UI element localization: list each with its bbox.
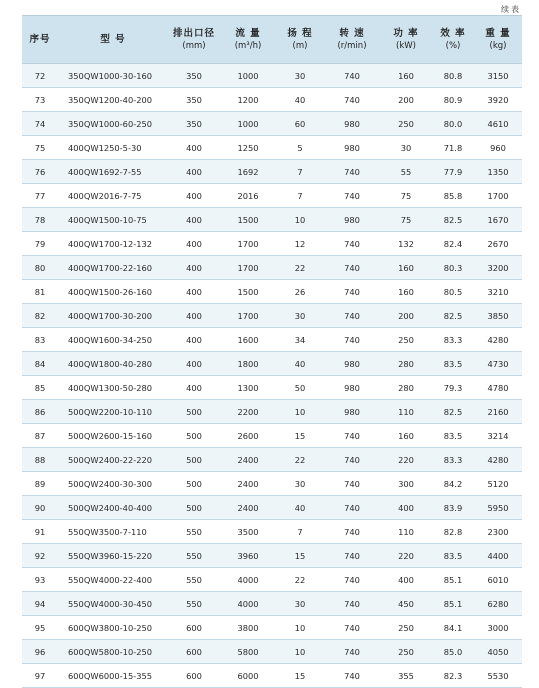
cell-power: 30 [400,142,412,153]
cell-flow: 5800 [237,646,259,657]
cell-index: 94 [34,598,46,609]
cell-power: 250 [398,334,414,345]
table-row [22,472,522,496]
cell-head: 40 [294,358,306,369]
cell-speed: 740 [344,94,360,105]
cell-weight: 4730 [487,358,509,369]
cell-head: 22 [294,262,306,273]
cell-model: 500QW2400-30-300 [68,478,153,489]
cell-model: 550QW3500-7-110 [68,526,147,537]
cell-outlet-diameter: 550 [186,598,202,609]
cell-head: 10 [294,622,306,633]
cell-power: 400 [398,502,414,513]
cell-efficiency: 84.1 [443,622,463,633]
table-row [22,520,522,544]
cell-outlet-diameter: 400 [186,334,202,345]
cell-flow: 1700 [237,238,259,249]
table-row [22,664,522,688]
cell-outlet-diameter: 400 [186,166,202,177]
table-row [22,592,522,616]
cell-outlet-diameter: 400 [186,238,202,249]
cell-power: 75 [400,190,412,201]
cell-head: 40 [294,502,306,513]
cell-power: 160 [398,286,414,297]
table-row [22,400,522,424]
cell-speed: 740 [344,238,360,249]
cell-head: 30 [294,478,306,489]
cell-index: 90 [34,502,46,513]
cell-flow: 1800 [237,358,259,369]
cell-head: 10 [294,406,306,417]
cell-weight: 3920 [487,94,509,105]
cell-flow: 3800 [237,622,259,633]
cell-head: 10 [294,646,306,657]
cell-head: 30 [294,70,306,81]
cell-speed: 740 [344,334,360,345]
header-index: 序号 [29,34,51,45]
cell-head: 30 [294,598,306,609]
cell-outlet-diameter: 550 [186,526,202,537]
cell-model: 400QW1700-30-200 [68,310,153,321]
cell-index: 76 [34,166,46,177]
cell-efficiency: 80.5 [443,286,463,297]
cell-power: 355 [398,670,414,681]
cell-speed: 740 [344,190,360,201]
cell-index: 93 [34,574,46,585]
cell-efficiency: 77.9 [443,166,463,177]
cell-model: 400QW1700-22-160 [68,262,153,273]
cell-outlet-diameter: 400 [186,214,202,225]
cell-model: 600QW6000-15-355 [68,670,153,681]
table-row [22,544,522,568]
cell-index: 83 [34,334,46,345]
cell-weight: 2160 [487,406,509,417]
cell-power: 300 [398,478,414,489]
cell-index: 86 [34,406,46,417]
cell-index: 73 [34,94,46,105]
cell-model: 400QW1700-12-132 [68,238,153,249]
cell-speed: 740 [344,550,360,561]
cell-model: 400QW2016-7-75 [68,190,142,201]
cell-index: 72 [34,70,46,81]
cell-power: 160 [398,430,414,441]
cell-speed: 980 [344,214,360,225]
cell-head: 15 [294,670,306,681]
table-row [22,232,522,256]
cell-speed: 740 [344,310,360,321]
cell-outlet-diameter: 550 [186,550,202,561]
cell-head: 7 [297,190,303,201]
table-row [22,208,522,232]
cell-flow: 2400 [237,454,259,465]
cell-power: 250 [398,646,414,657]
cell-flow: 1600 [237,334,259,345]
header-flow: 流 量 (m³/h) [234,27,262,51]
cell-index: 80 [34,262,46,273]
cell-speed: 740 [344,670,360,681]
cell-head: 22 [294,574,306,585]
cell-head: 10 [294,214,306,225]
table-row [22,160,522,184]
cell-weight: 1700 [487,190,509,201]
cell-model: 400QW1500-10-75 [68,214,147,225]
cell-flow: 1000 [237,70,259,81]
cell-outlet-diameter: 500 [186,454,202,465]
cell-outlet-diameter: 500 [186,430,202,441]
cell-index: 96 [34,646,46,657]
cell-weight: 3850 [487,310,509,321]
cell-index: 88 [34,454,46,465]
cell-flow: 6000 [237,670,259,681]
cell-outlet-diameter: 400 [186,262,202,273]
cell-outlet-diameter: 350 [186,94,202,105]
cell-flow: 1700 [237,262,259,273]
cell-model: 400QW1250-5-30 [68,142,142,153]
cell-flow: 1500 [237,286,259,297]
cell-power: 400 [398,574,414,585]
cell-head: 40 [294,94,306,105]
header-head: 扬 程 (m) [287,27,313,51]
cell-weight: 5530 [487,670,509,681]
table-row [22,424,522,448]
cell-efficiency: 71.8 [443,142,463,153]
cell-weight: 3150 [487,70,509,81]
cell-efficiency: 82.5 [443,214,463,225]
cell-head: 7 [297,526,303,537]
cell-efficiency: 85.1 [443,574,463,585]
cell-outlet-diameter: 500 [186,502,202,513]
table-row [22,280,522,304]
cell-index: 87 [34,430,46,441]
cell-power: 110 [398,526,414,537]
cell-outlet-diameter: 400 [186,358,202,369]
cell-power: 280 [398,358,414,369]
cell-weight: 3214 [487,430,509,441]
cell-flow: 2200 [237,406,259,417]
table-row [22,136,522,160]
cell-index: 84 [34,358,46,369]
cell-head: 50 [294,382,306,393]
cell-weight: 4050 [487,646,509,657]
cell-power: 220 [398,550,414,561]
header-power: 功 率 (kW) [393,27,419,51]
cell-model: 550QW4000-30-450 [68,598,153,609]
cell-outlet-diameter: 500 [186,406,202,417]
cell-flow: 2600 [237,430,259,441]
cell-speed: 740 [344,598,360,609]
cell-model: 350QW1000-60-250 [68,118,153,129]
cell-outlet-diameter: 600 [186,670,202,681]
cell-power: 280 [398,382,414,393]
header-weight: 重 量 (kg) [485,27,511,51]
cell-speed: 980 [344,118,360,129]
cell-speed: 740 [344,646,360,657]
cell-efficiency: 83.5 [443,550,463,561]
cell-power: 250 [398,622,414,633]
cell-efficiency: 82.5 [443,310,463,321]
cell-speed: 980 [344,382,360,393]
cell-outlet-diameter: 400 [186,190,202,201]
cell-weight: 6010 [487,574,509,585]
cell-power: 220 [398,454,414,465]
cell-index: 95 [34,622,46,633]
cell-efficiency: 85.0 [443,646,463,657]
cell-flow: 1692 [237,166,259,177]
cell-model: 350QW1000-30-160 [68,70,153,81]
cell-speed: 740 [344,166,360,177]
cell-speed: 740 [344,262,360,273]
cell-weight: 2300 [487,526,509,537]
cell-index: 74 [34,118,46,129]
cell-power: 55 [400,166,412,177]
table-row [22,448,522,472]
cell-model: 400QW1800-40-280 [68,358,153,369]
cell-model: 500QW2200-10-110 [68,406,153,417]
cell-index: 81 [34,286,46,297]
cell-weight: 5120 [487,478,509,489]
cell-efficiency: 83.3 [443,334,463,345]
cell-head: 60 [294,118,306,129]
header-speed: 转 速 (r/min) [337,27,367,51]
table-row [22,376,522,400]
cell-outlet-diameter: 400 [186,310,202,321]
cell-efficiency: 80.9 [443,94,463,105]
cell-efficiency: 82.3 [443,670,463,681]
table-row [22,304,522,328]
cell-outlet-diameter: 350 [186,118,202,129]
cell-flow: 1500 [237,214,259,225]
cell-weight: 3210 [487,286,509,297]
cell-flow: 1200 [237,94,259,105]
table-row [22,112,522,136]
cell-speed: 740 [344,70,360,81]
cell-efficiency: 85.8 [443,190,463,201]
cell-efficiency: 79.3 [443,382,463,393]
cell-model: 550QW4000-22-400 [68,574,153,585]
cell-efficiency: 80.8 [443,70,463,81]
pump-spec-table [22,15,522,688]
cell-power: 75 [400,214,412,225]
cell-power: 200 [398,310,414,321]
table-header [22,15,522,64]
cell-model: 400QW1300-50-280 [68,382,153,393]
cell-efficiency: 83.3 [443,454,463,465]
table-body [22,64,522,688]
cell-flow: 3500 [237,526,259,537]
cell-model: 500QW2600-15-160 [68,430,153,441]
header-outlet-diameter: 排出口径 (mm) [172,27,215,51]
cell-model: 400QW1500-26-160 [68,286,153,297]
cell-index: 91 [34,526,46,537]
continued-label: 续表 [501,5,521,14]
cell-speed: 740 [344,286,360,297]
cell-model: 500QW2400-22-220 [68,454,153,465]
cell-flow: 2400 [237,478,259,489]
cell-efficiency: 84.2 [443,478,463,489]
cell-index: 79 [34,238,46,249]
cell-model: 500QW2400-40-400 [68,502,153,513]
cell-power: 450 [398,598,414,609]
cell-weight: 6280 [487,598,509,609]
cell-head: 15 [294,550,306,561]
cell-speed: 740 [344,430,360,441]
cell-outlet-diameter: 600 [186,622,202,633]
table-row [22,496,522,520]
cell-model: 550QW3960-15-220 [68,550,153,561]
cell-head: 30 [294,310,306,321]
cell-outlet-diameter: 500 [186,478,202,489]
cell-outlet-diameter: 350 [186,70,202,81]
cell-flow: 1300 [237,382,259,393]
table-row [22,640,522,664]
cell-flow: 4000 [237,598,259,609]
cell-efficiency: 82.5 [443,406,463,417]
table-row [22,328,522,352]
cell-model: 400QW1692-7-55 [68,166,142,177]
cell-speed: 980 [344,358,360,369]
cell-outlet-diameter: 550 [186,574,202,585]
cell-speed: 740 [344,502,360,513]
table-row [22,568,522,592]
cell-speed: 740 [344,478,360,489]
cell-outlet-diameter: 400 [186,286,202,297]
cell-weight: 1670 [487,214,509,225]
cell-power: 110 [398,406,414,417]
cell-speed: 980 [344,142,360,153]
cell-weight: 4280 [487,454,509,465]
cell-speed: 740 [344,574,360,585]
cell-power: 200 [398,94,414,105]
cell-power: 160 [398,70,414,81]
cell-head: 7 [297,166,303,177]
cell-efficiency: 80.3 [443,262,463,273]
cell-flow: 2400 [237,502,259,513]
cell-head: 15 [294,430,306,441]
cell-flow: 4000 [237,574,259,585]
cell-index: 78 [34,214,46,225]
cell-weight: 3000 [487,622,509,633]
cell-flow: 1700 [237,310,259,321]
cell-efficiency: 83.5 [443,430,463,441]
cell-weight: 4280 [487,334,509,345]
cell-outlet-diameter: 400 [186,142,202,153]
cell-speed: 740 [344,526,360,537]
cell-efficiency: 83.9 [443,502,463,513]
cell-weight: 1350 [487,166,509,177]
cell-power: 132 [398,238,414,249]
cell-speed: 740 [344,622,360,633]
cell-power: 160 [398,262,414,273]
cell-efficiency: 82.4 [443,238,463,249]
cell-efficiency: 80.0 [443,118,463,129]
cell-head: 34 [294,334,306,345]
cell-head: 5 [297,142,303,153]
cell-index: 77 [34,190,46,201]
cell-model: 600QW3800-10-250 [68,622,153,633]
cell-efficiency: 82.8 [443,526,463,537]
cell-weight: 3200 [487,262,509,273]
header-model: 型 号 [100,34,126,45]
cell-weight: 4780 [487,382,509,393]
table-row [22,64,522,88]
cell-model: 400QW1600-34-250 [68,334,153,345]
table-row [22,352,522,376]
cell-flow: 1000 [237,118,259,129]
cell-power: 250 [398,118,414,129]
cell-flow: 3960 [237,550,259,561]
cell-model: 350QW1200-40-200 [68,94,153,105]
table-row [22,256,522,280]
cell-outlet-diameter: 600 [186,646,202,657]
cell-weight: 4400 [487,550,509,561]
cell-weight: 2670 [487,238,509,249]
cell-index: 97 [34,670,46,681]
table-row [22,184,522,208]
cell-index: 75 [34,142,46,153]
table-row [22,88,522,112]
cell-speed: 980 [344,406,360,417]
cell-index: 92 [34,550,46,561]
cell-weight: 960 [490,142,506,153]
cell-index: 82 [34,310,46,321]
cell-outlet-diameter: 400 [186,382,202,393]
cell-model: 600QW5800-10-250 [68,646,153,657]
cell-flow: 1250 [237,142,259,153]
table-row [22,616,522,640]
cell-head: 26 [294,286,306,297]
cell-efficiency: 85.1 [443,598,463,609]
cell-weight: 4610 [487,118,509,129]
cell-head: 12 [294,238,306,249]
header-efficiency: 效 率 (%) [440,27,466,51]
cell-speed: 740 [344,454,360,465]
cell-index: 89 [34,478,46,489]
cell-index: 85 [34,382,46,393]
cell-efficiency: 83.5 [443,358,463,369]
cell-weight: 5950 [487,502,509,513]
cell-flow: 2016 [237,190,259,201]
cell-head: 22 [294,454,306,465]
